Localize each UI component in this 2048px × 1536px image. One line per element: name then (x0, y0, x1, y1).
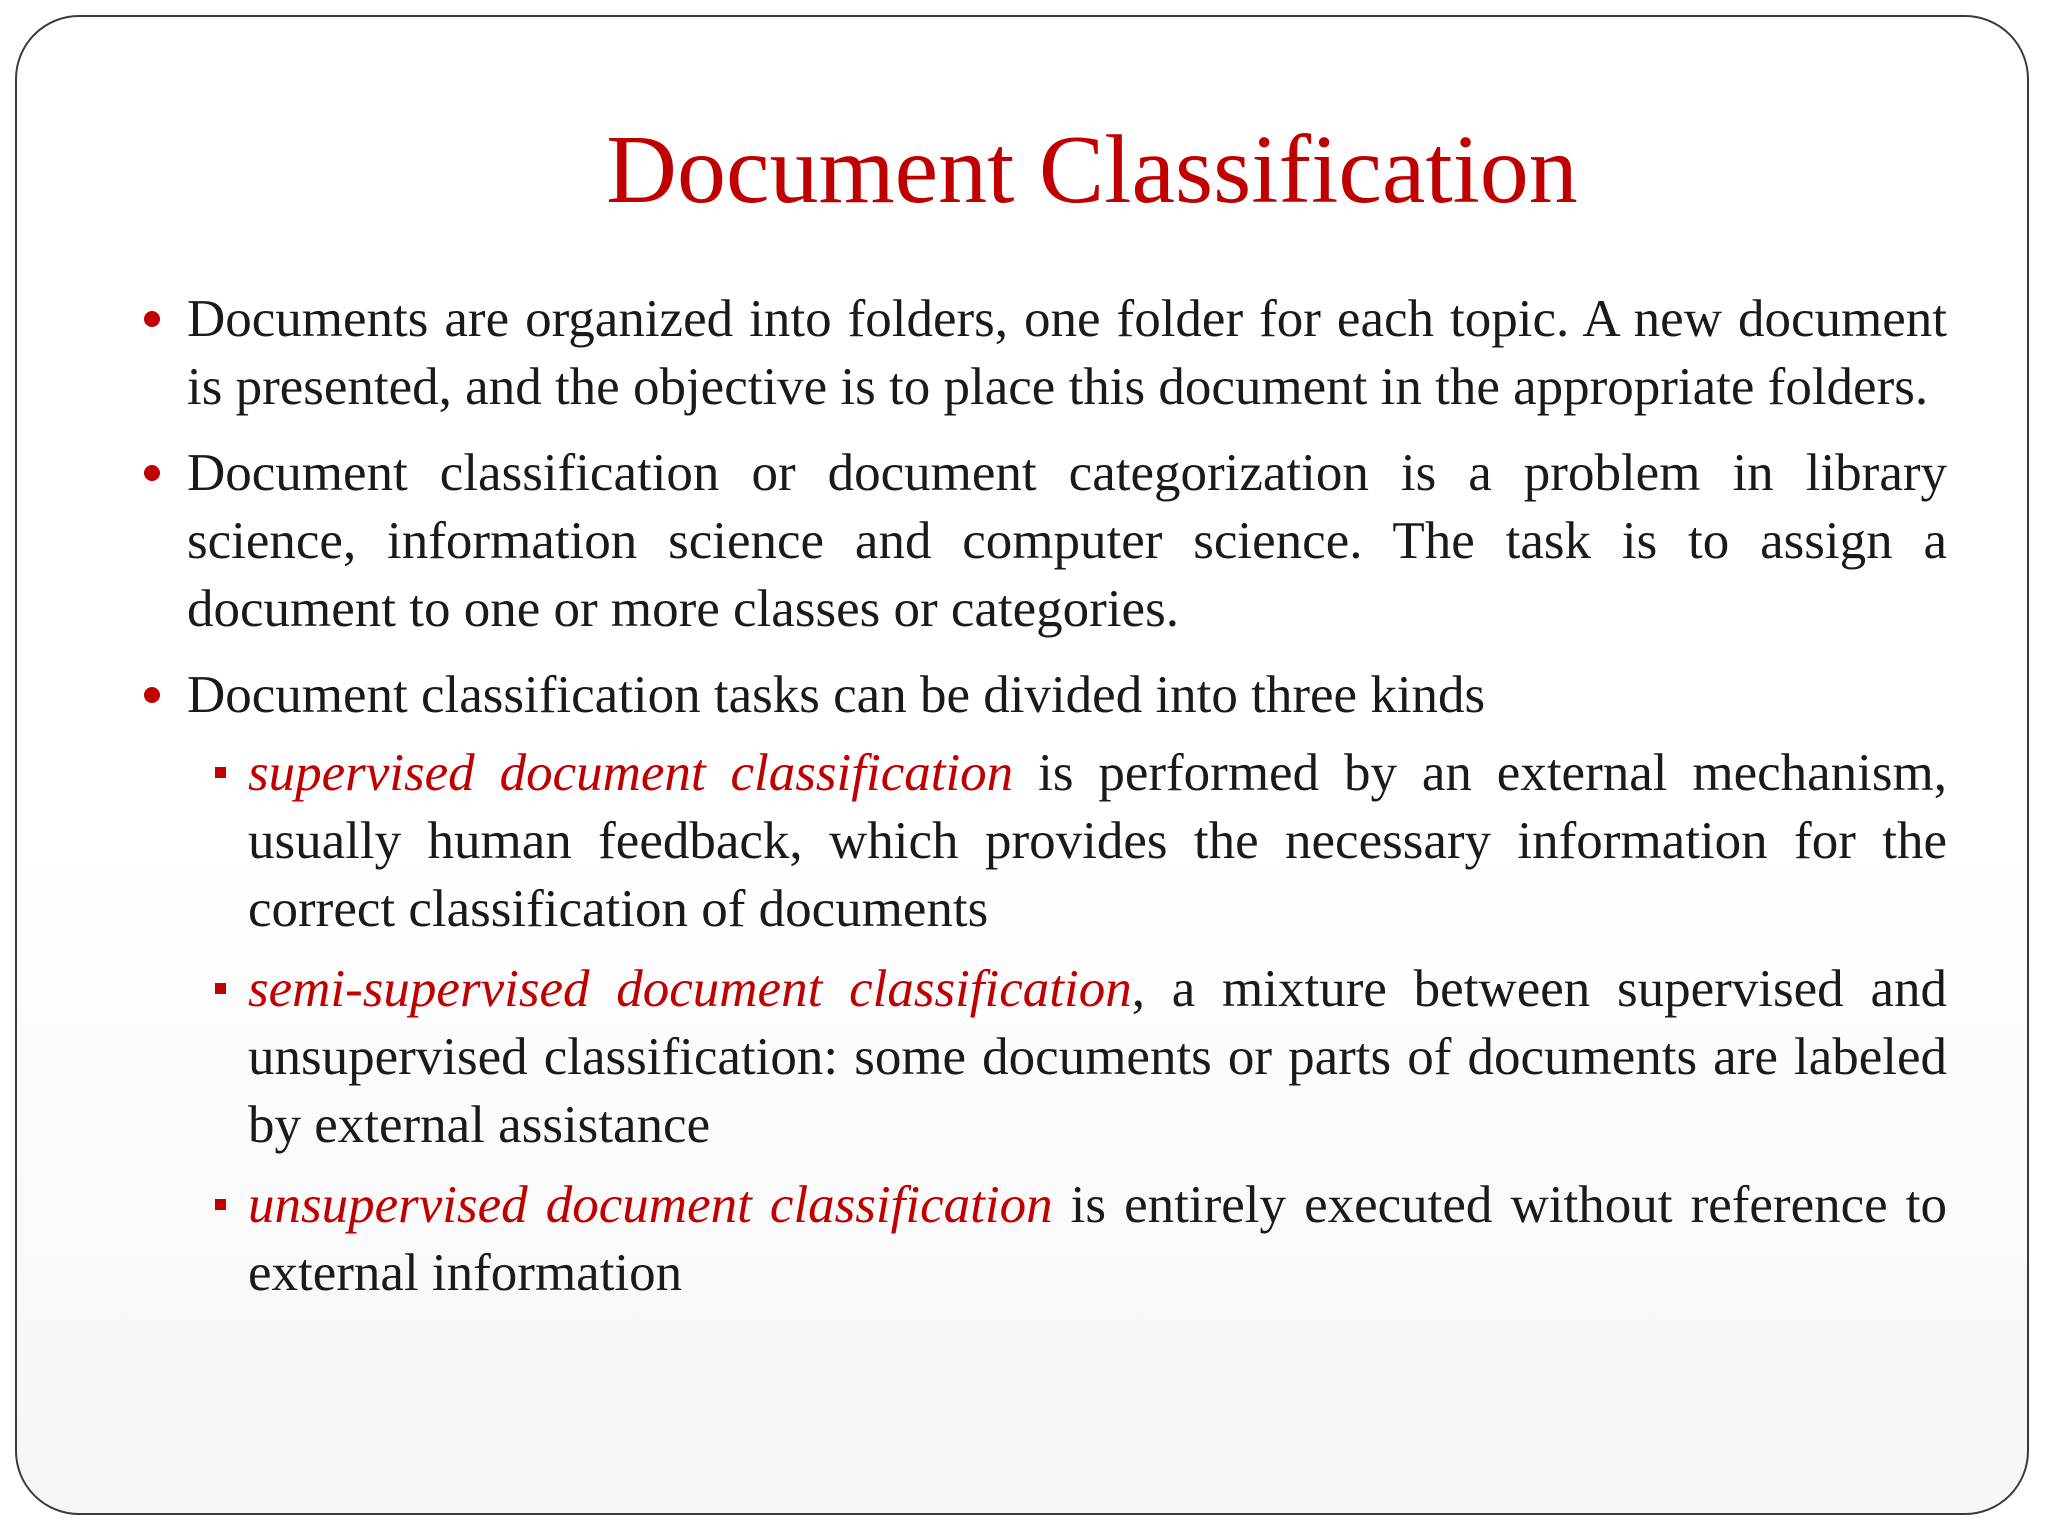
slide-title: Document Classification (606, 116, 1578, 224)
slide-content (17, 285, 1947, 1319)
bullet-item (17, 661, 1947, 729)
slide-frame (15, 15, 2029, 1515)
bullet-dot-icon (144, 687, 160, 703)
sub-bullet-item (17, 1171, 1947, 1307)
sub-bullet-text: is entirely executed without reference to external information (248, 1176, 1947, 1302)
sub-bullet-text: is performed by an external mechanism, usually human feedback, which provides the necessary information for the correct classification of documents (248, 744, 1948, 938)
bullet-square-icon (215, 1199, 226, 1210)
sub-bullet-term: unsupervised document classification (248, 1176, 1053, 1234)
bullet-square-icon (215, 767, 226, 778)
bullet-item (17, 439, 1947, 643)
bullet-text: Documents are organized into folders, one folder for each topic. A new document is presented, and the objective is to place this document in the appropriate folders. (187, 290, 1947, 416)
bullet-dot-icon (144, 311, 160, 327)
sub-bullet-term: supervised document classification (248, 744, 1014, 802)
bullet-dot-icon (144, 465, 160, 481)
bullet-square-icon (215, 983, 226, 994)
bullet-text: Document classification tasks can be divided into three kinds (187, 666, 1486, 724)
sub-bullet-text: , a mixture between supervised and unsupervised classification: some documents or parts of documents are labeled by external assistance (248, 960, 1947, 1154)
bullet-item (17, 285, 1947, 421)
sub-bullet-item (17, 739, 1947, 943)
bullet-text: Document classification or document categorization is a problem in library science, information science and computer science. The task is to assign a document to one or more classes or categories. (187, 444, 1947, 638)
sub-bullet-item (17, 955, 1947, 1159)
sub-bullet-term: semi-supervised document classification (248, 960, 1132, 1018)
